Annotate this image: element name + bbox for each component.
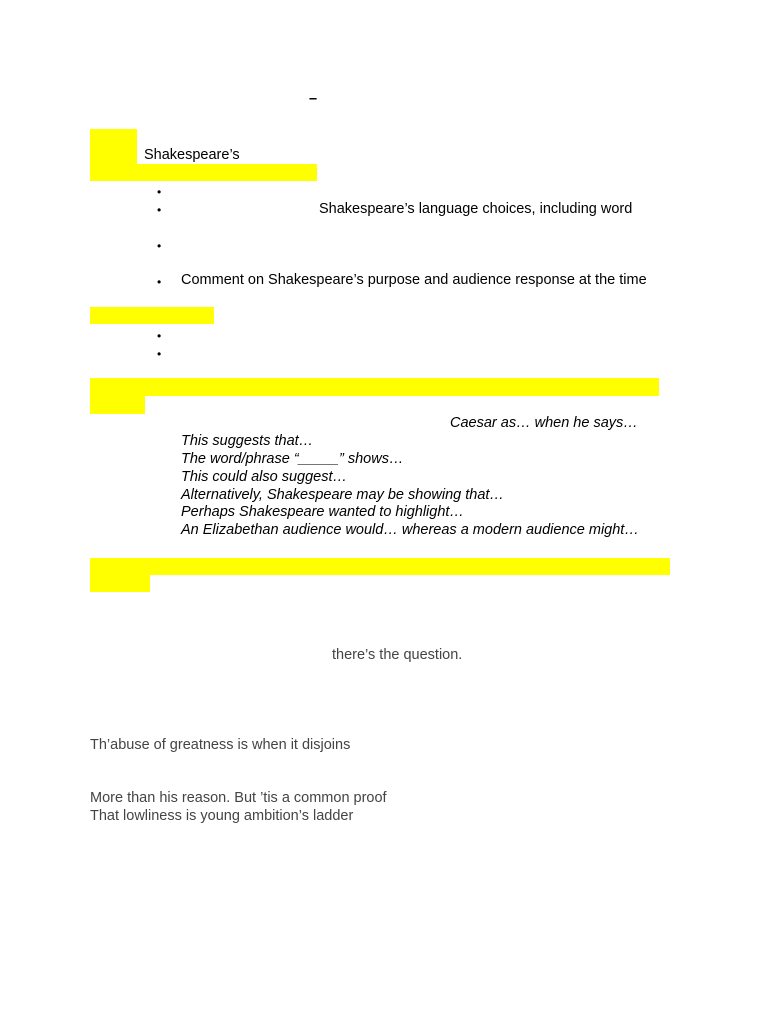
highlight-block-1a (90, 129, 137, 165)
bullet-marker: • (157, 239, 162, 253)
header-dash: – (309, 91, 318, 107)
highlight-block-3a (90, 378, 659, 396)
sentence-frame: This could also suggest… (181, 469, 348, 485)
highlight-block-4b (90, 574, 150, 592)
quote-line: More than his reason. But ’tis a common proof (90, 790, 387, 806)
quote-line: there’s the question. (332, 647, 463, 663)
highlight-block-2 (90, 307, 214, 324)
sentence-frame: Alternatively, Shakespeare may be showing that… (181, 487, 504, 503)
highlight-block-4a (90, 558, 670, 575)
sentence-frame: This suggests that… (181, 433, 314, 449)
sentence-frame: An Elizabethan audience would… whereas a modern audience might… (181, 522, 639, 538)
bullet-marker: • (157, 275, 162, 289)
bullet-item-language: Shakespeare’s language choices, including word (319, 201, 633, 217)
sentence-lead: Caesar as… when he says… (450, 415, 638, 431)
bullet-marker: • (157, 185, 162, 199)
bullet-item-purpose: Comment on Shakespeare’s purpose and audience response at the time (181, 272, 647, 288)
sentence-frame: Perhaps Shakespeare wanted to highlight… (181, 504, 464, 520)
quote-line: Th’abuse of greatness is when it disjoins (90, 737, 351, 753)
sentence-frame: The word/phrase “_____” shows… (181, 451, 404, 467)
highlight-block-3b (90, 395, 145, 414)
bullet-marker: • (157, 203, 162, 217)
highlight-block-1b (90, 164, 317, 181)
quote-line: That lowliness is young ambition’s ladder (90, 808, 354, 824)
section1-heading: Shakespeare’s (144, 147, 240, 163)
bullet-marker: • (157, 329, 162, 343)
bullet-marker: • (157, 347, 162, 361)
